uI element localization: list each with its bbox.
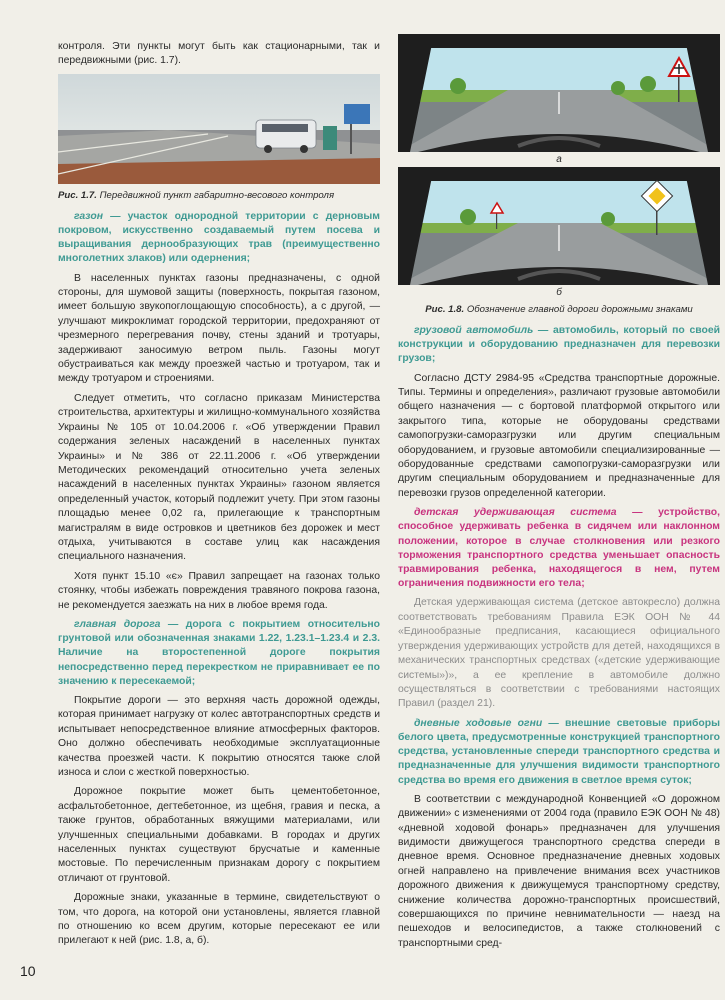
term-detskaya-uderzhivayushchaya-sistema <box>398 506 720 591</box>
paragraph: Покрытие дороги — это верхняя часть дорожной одежды, которая принимает нагрузку от колес автотранспортных средств и испытывает непосредственное влияние атмосферных факторов. Оно должно обеспечивать необходимые эксплуатационные качества проезжей части. К покрытию относятся также слой износа и слои с жесткой поверхностью. <box>58 694 380 779</box>
figure-1-7-caption: Передвижной пункт габаритно-весового контроля <box>99 189 335 201</box>
figure-1-8b-letter: б <box>556 287 562 298</box>
figure-1-8-caption: Обозначение главной дороги дорожными знаками <box>466 304 693 315</box>
figure-1-8a-main-road-sign <box>398 34 720 152</box>
left-column <box>58 40 380 954</box>
figure-1-7-weigh-station <box>58 74 380 184</box>
paragraph: В соответствии с международной Конвенцией «О дорожном движении» с изменениями от 2004 года (правило ЕЭК ООН № 48) «дневной ходовой фонарь» предназначен для улучшения видимости движущегося транспортного средства спереди в дневное время. Основное предназначение дневных ходовых огней направлено на привлечение внимания всех участников дорожного движения к движущемуся транспортному средству, снижение количества дорожно-транспортных происшествий, совершающихся по причине невнимательности — наезд на пешеходов и велосипедистов, а также столкновений с транспортными сред- <box>398 793 720 949</box>
term-definition: — устройство, способное удерживать ребенка в сидячем или наклонном положении, которое в случае столкновения или резкого торможения транспортного средства уменьшает опасность травмирования ребенка, находящегося в нем, путем ограничения подвижности его тела; <box>398 507 720 590</box>
term-dnevnye-khodovye-ogni <box>398 717 720 788</box>
paragraph: Детская удерживающая система (детское автокресло) должна соответствовать требованиям Правила ЕЭК ООН № 44 «Единообразные предписания, касающиеся официального утверждения удерживающих устройств для детей, находящихся в механических транспортных средствах («детские удерживающие системы»)», а ее крепление в автомобиле должно осуществляться в соответствии с требованиями настоящих Правил (раздел 21). <box>398 597 720 710</box>
term-definition: — автомобиль, который по своей конструкции и оборудованию предназначен для перевозки грузов; <box>398 325 720 365</box>
term-definition: — внешние световые приборы белого цвета, предусмотренные конструкцией транспортного средства, установленные спереди транспортного средства и предназначенные для улучшения видимости транспортного средства во время его движения в светлое время суток; <box>398 717 720 786</box>
figure-1-8a-letter: а <box>556 154 562 165</box>
term-name: газон <box>74 210 103 222</box>
term-name: грузовой автомобиль <box>414 325 534 336</box>
paragraph: контроля. Эти пункты могут быть как стационарными, так и передвижными (рис. 1.7). <box>58 41 380 67</box>
figure-1-7-label: Рис. 1.7. <box>58 189 97 201</box>
paragraph: Согласно ДСТУ 2984-95 «Средства транспортные дорожные. Типы. Термины и определения», различают грузовые автомобили общего назначения — с бортовой платформой открытого или закрытого типа, которые не оборудованы средствами самопогрузки-саморазгрузки или другим специальным оборудованием, и грузовые автомобили специализированные — оборудованные средствами самопогрузки-саморазгрузки или другим специальным оборудованием и предназначенные для перевозки грузов определенной категории. <box>398 372 720 499</box>
paragraph: Следует отметить, что согласно приказам Министерства строительства, архитектуры и жилищно-коммунального хозяйства Украины № 105 от 10.04.2006 г. «Об утверждении Правил содержания зеленых насаждений в населенных пунктах Украины» и № 386 от 22.11.2006 г. «Об утверждении Методических рекомендаций относительно учета зеленых насаждений в населенных пунктах Украины» газоном является определенный участок, который подлежит учету. При этом газоны площадью менее 0,02 га, прилегающие к транспортным магистралям в виде островков и цветников без дорожек и мест отдыха, учитываются в составе улиц как насаждения специального назначения. <box>58 392 380 563</box>
term-glavnaya-doroga <box>58 618 380 689</box>
figure-1-8b-main-road-sign <box>398 167 720 285</box>
term-name: детская удерживающая система <box>414 507 617 519</box>
paragraph: Дорожное покрытие может быть цементобетонное, асфальтобетонное, дегтебетонное, из щебня, гравия и песка, а также грунтов, обработанных вяжущими материалами, или улучшенных специальными добавками. В городах и других населенных пунктах существуют брусчатые и каменные мостовые. По перечисленным признакам дорогу с покрытием отличают от грунтовой. <box>58 786 380 884</box>
paragraph: Хотя пункт 15.10 «є» Правил запрещает на газонах только стоянку, чтобы избежать повреждения травяного покрова газона, не рекомендуется заезжать на них в любое время года. <box>58 570 380 611</box>
term-name: главная дорога <box>74 618 161 630</box>
term-definition: — участок однородной территории с дерновым покровом, искусственно создаваемый путем посева и выращивания дернообразующих трав (преимущественно многолетних злаков) или одернения; <box>58 210 380 265</box>
term-gazon <box>58 210 380 267</box>
page-number: 10 <box>20 963 36 979</box>
paragraph: В населенных пунктах газоны предназначены, с одной стороны, для шумовой защиты (поверхность, покрытая газоном, имеет большую звукопоглощающую способность), а с другой, — улучшают микроклимат городской территории, предохраняют от чрезмерного перегревания почву, стены зданий и тротуары, задерживают заносимую ветром пыль. Газоны могут обустраиваться как между проезжей частью и тротуаром, так и между тротуаром и строениями. <box>58 272 380 385</box>
right-column <box>398 34 720 956</box>
term-gruzovoy-avtomobil <box>398 324 720 367</box>
term-definition: — дорога с покрытием относительно грунтовой или обозначенная знаками 1.22, 1.23.1–1.23.4 и 2.3. Наличие на второстепенной дороге покрытия непосредственно перед перекрестком не приравнивает ее по значению к пересекаемой; <box>58 618 380 687</box>
term-name: дневные ходовые огни <box>414 717 543 729</box>
figure-1-8-label: Рис. 1.8. <box>425 304 465 315</box>
paragraph: Дорожные знаки, указанные в термине, свидетельствуют о том, что дорога, на которой они установлены, является главной по отношению ко всем другим, которые пересекают ее или прилегают к ней (рис. 1.8, а, б). <box>58 892 380 947</box>
